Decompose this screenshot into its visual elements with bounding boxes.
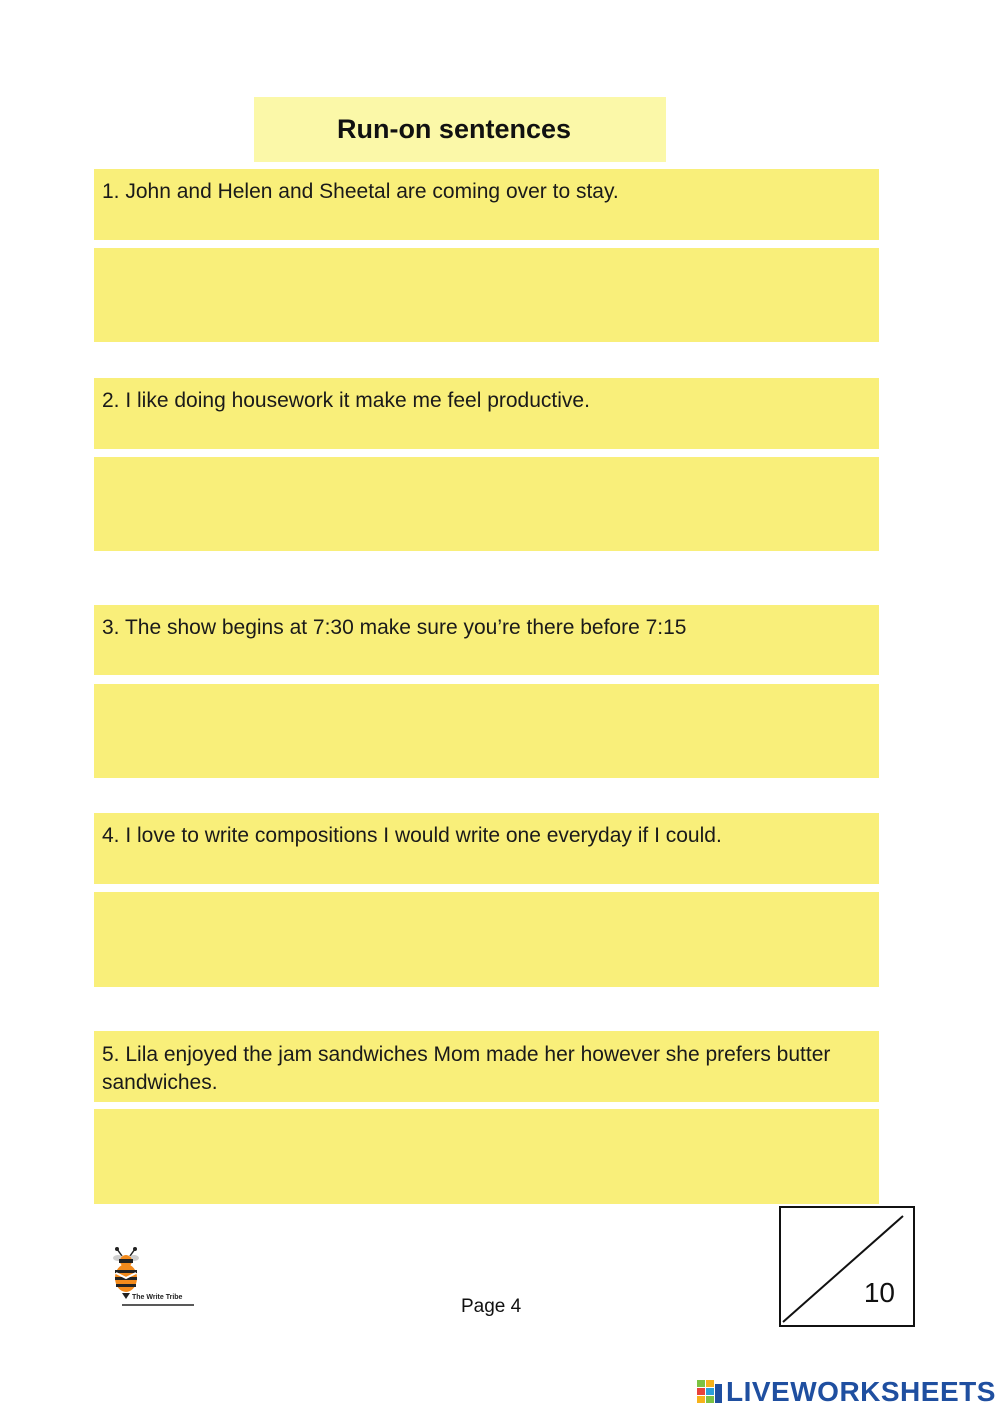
question-3: 3. The show begins at 7:30 make sure you’re there before 7:15 — [94, 605, 879, 675]
bee-logo-icon — [108, 1246, 198, 1313]
answer-field-1[interactable] — [94, 248, 879, 342]
answer-field-5[interactable] — [94, 1109, 879, 1204]
logo-caption: The Write Tribe — [132, 1294, 183, 1301]
score-total: 10 — [863, 1277, 895, 1308]
answer-field-4[interactable] — [94, 892, 879, 987]
score-box — [779, 1206, 915, 1327]
worksheet-title-box — [254, 97, 666, 162]
answer-field-2[interactable] — [94, 457, 879, 551]
question-2: 2. I like doing housework it make me feel productive. — [94, 378, 879, 449]
liveworksheets-logo — [697, 1376, 996, 1408]
question-5: 5. Lila enjoyed the jam sandwiches Mom made her however she prefers butter sandwiches. — [94, 1031, 879, 1102]
liveworksheets-grid-icon — [697, 1378, 723, 1406]
page-number: Page 4 — [461, 1296, 522, 1317]
answer-field-3[interactable] — [94, 684, 879, 778]
question-1: 1. John and Helen and Sheetal are coming over to stay. — [94, 169, 879, 240]
question-4: 4. I love to write compositions I would write one everyday if I could. — [94, 813, 879, 884]
liveworksheets-brand-text: LIVEWORKSHEETS — [726, 1376, 996, 1407]
worksheet-title: Run-on sentences — [336, 114, 572, 144]
